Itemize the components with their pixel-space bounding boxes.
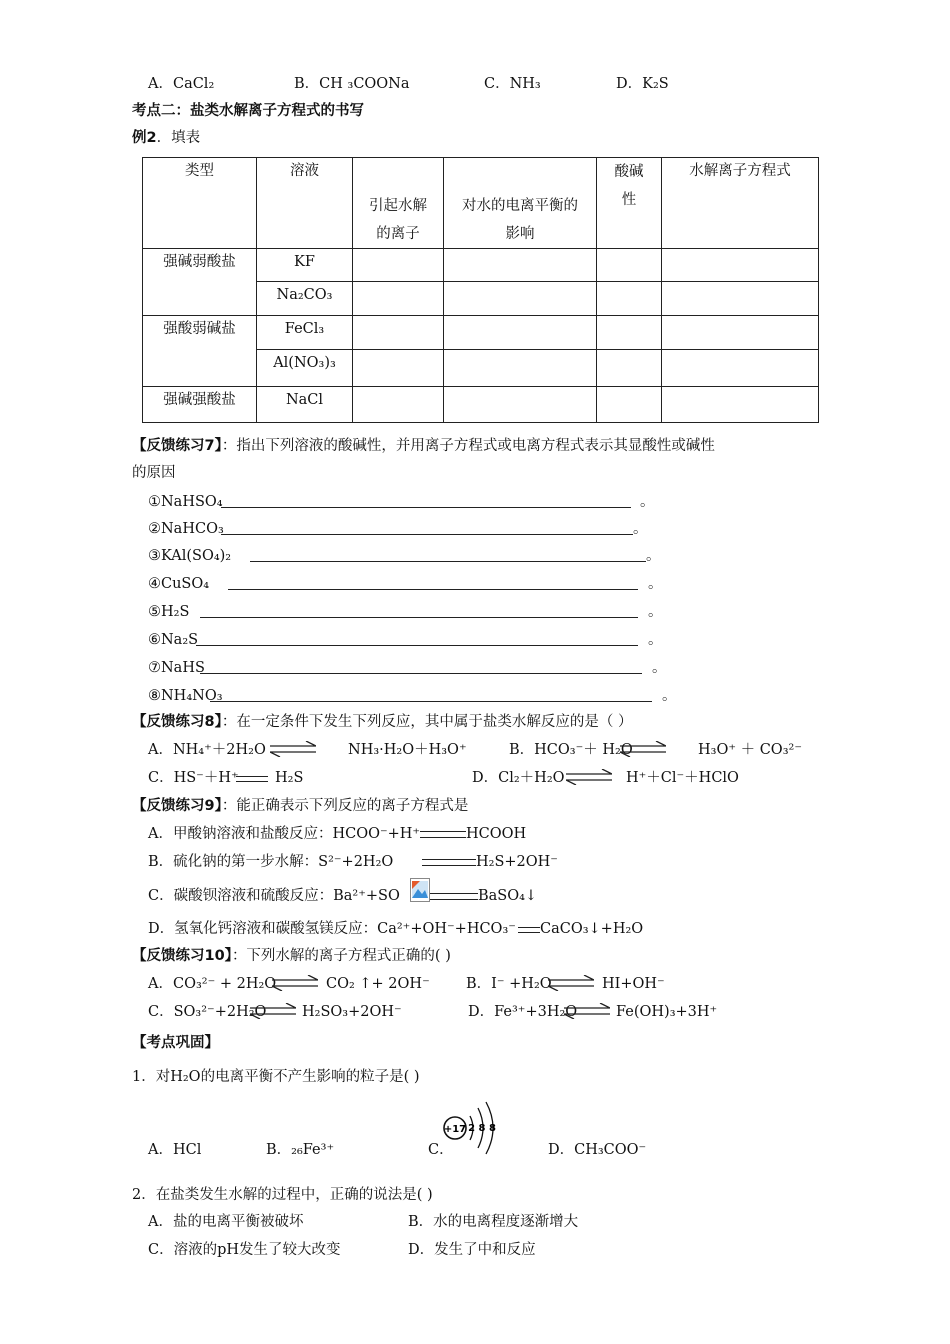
fb7-end-7: 。: [652, 660, 667, 676]
fb7-heading: [132, 437, 715, 455]
header-ion: [353, 158, 444, 249]
header-ion-line1: 引起水解: [369, 198, 427, 214]
section2-title: 考点二：盐类水解离子方程式的书写: [132, 103, 364, 119]
fb7-end-5: 。: [648, 604, 663, 620]
header-effect: [444, 158, 597, 249]
fb8-b-left: B．HCO₃⁻＋ H₂O: [509, 742, 633, 758]
equals-sign-icon: [518, 927, 540, 933]
fb9-heading: [132, 797, 468, 815]
fb10-a-left: A．CO₃²⁻ + 2H₂O: [148, 976, 277, 992]
consolidate-title: 【考点巩固】: [132, 1035, 219, 1051]
option-a: A．CaCl₂: [148, 76, 215, 92]
fb7-item-7: ⑦NaHS: [148, 660, 205, 676]
fb10-c-right: H₂SO₃+2OH⁻: [302, 1004, 402, 1020]
row-solution-kf: KF: [257, 249, 353, 282]
atom-nucleus-label: +17: [443, 1124, 467, 1135]
fb8-d-left: D．Cl₂＋H₂O: [472, 770, 565, 786]
fb9-c-left: C．碳酸钡溶液和硫酸反应：Ba²⁺+SO: [148, 888, 400, 904]
fb9-b-left: B．硫化钠的第一步水解：S²⁻+2H₂O: [148, 854, 394, 870]
fb7-item-2: ②NaHCO₃: [148, 521, 224, 537]
q1-stem: 1．对H₂O的电离平衡不产生影响的粒子是( ): [132, 1069, 420, 1085]
fb7-end-1: 。: [640, 494, 655, 510]
fb9-c-right: BaSO₄↓: [478, 888, 538, 904]
header-type: 类型: [143, 158, 257, 249]
fb8-text: ：在一定条件下发生下列反应，其中属于盐类水解反应的是（ ）: [221, 714, 633, 730]
q1-option-d: D．CH₃COO⁻: [548, 1142, 647, 1158]
equilibrium-arrow-icon: [564, 1003, 610, 1019]
fb8-d-right: H⁺＋Cl⁻＋HClO: [626, 770, 739, 786]
fb7-end-2: 。: [633, 521, 648, 537]
fb7-text: ：指出下列溶液的酸碱性，并用离子方程式或电离方程式表示其显酸性或碱性: [221, 438, 715, 454]
option-b: B．CH ₃COONa: [294, 76, 410, 92]
equilibrium-arrow-icon: [270, 741, 316, 757]
fb9-title: 【反馈练习9】: [132, 798, 222, 814]
fb9-a-right: HCOOH: [466, 826, 527, 842]
fb7-end-3: 。: [646, 548, 661, 564]
fb10-d-right: Fe(OH)₃+3H⁺: [616, 1004, 718, 1020]
header-acidity: [597, 158, 662, 249]
answer-line-4: [228, 589, 638, 590]
equals-sign-icon: [420, 831, 466, 838]
fb9-b-right: H₂S+2OH⁻: [476, 854, 558, 870]
q1-option-c: C．: [428, 1142, 454, 1158]
equals-sign-icon: [422, 859, 476, 866]
equilibrium-arrow-icon: [250, 1003, 296, 1019]
equals-sign-icon: [236, 776, 268, 782]
answer-line-7: [200, 673, 642, 674]
fb8-c-right: H₂S: [275, 770, 304, 786]
fb7-item-1: ①NaHSO₄: [148, 494, 223, 510]
row-solution-na2co3: Na₂CO₃: [257, 282, 353, 316]
fb7-item-4: ④CuSO₄: [148, 576, 210, 592]
option-d: D．K₂S: [616, 76, 669, 92]
fb8-heading: [132, 713, 632, 731]
fb8-a-right: NH₃·H₂O＋H₃O⁺: [348, 742, 467, 758]
answer-line-6: [196, 645, 638, 646]
atom-structure-icon: [440, 1092, 510, 1162]
equilibrium-arrow-icon: [548, 975, 594, 991]
q2-option-b: B．水的电离程度逐渐增大: [408, 1214, 579, 1230]
atom-shells-label: 2 8 8: [468, 1123, 496, 1134]
fb7-item-8: ⑧NH₄NO₃: [148, 688, 223, 704]
row-solution-fecl3: FeCl₃: [257, 316, 353, 350]
equilibrium-arrow-icon: [566, 769, 612, 785]
fb8-c-left: C．HS⁻＋H⁺: [148, 770, 239, 786]
header-acidity-line1: 酸碱: [614, 164, 644, 180]
equilibrium-arrow-icon: [620, 741, 666, 757]
row-solution-alno3: Al(NO₃)₃: [257, 350, 353, 387]
fb7-end-4: 。: [648, 576, 663, 592]
answer-line-3: [250, 561, 646, 562]
fill-table: [142, 157, 819, 423]
fb7-end-8: 。: [662, 688, 677, 704]
answer-line-2: [221, 534, 633, 535]
fb9-text: ：能正确表示下列反应的离子方程式是: [221, 798, 469, 814]
answer-line-1: [221, 507, 631, 508]
broken-image-icon: [410, 878, 430, 902]
fb7-text2: 的原因: [132, 465, 176, 481]
header-ion-line2: 的离子: [376, 226, 420, 242]
example2-label: 例2．填表: [132, 130, 201, 146]
fb10-b-left: B．I⁻ +H₂O: [466, 976, 552, 992]
row-type-3: 强碱强酸盐: [143, 387, 257, 423]
fb9-a-left: A．甲酸钠溶液和盐酸反应：HCOO⁻+H⁺: [148, 826, 421, 842]
header-effect-line1: 对水的电离平衡的: [462, 198, 578, 214]
fb9-d-right: CaCO₃↓+H₂O: [540, 921, 644, 937]
fb10-c-left: C．SO₃²⁻+2H₂O: [148, 1004, 267, 1020]
header-solution: 溶液: [257, 158, 353, 249]
header-acidity-line2: 性: [621, 192, 637, 208]
q2-option-a: A．盐的电离平衡被破坏: [148, 1214, 304, 1230]
q2-option-c: C．溶液的pH发生了较大改变: [148, 1242, 341, 1258]
fb10-title: 【反馈练习10】: [132, 948, 232, 964]
fb7-end-6: 。: [648, 632, 663, 648]
row-solution-nacl: NaCl: [257, 387, 353, 423]
q1-option-a: A．HCl: [148, 1142, 202, 1158]
fb8-title: 【反馈练习8】: [132, 714, 222, 730]
row-type-1: 强碱弱酸盐: [143, 249, 257, 316]
fb10-a-right: CO₂ ↑+ 2OH⁻: [326, 976, 430, 992]
equals-sign-icon: [430, 893, 478, 900]
fb9-d-left: D．氢氧化钙溶液和碳酸氢镁反应：Ca²⁺+OH⁻+HCO₃⁻: [148, 921, 516, 937]
fb7-item-3: ③KAl(SO₄)₂: [148, 548, 232, 564]
q1-option-b: B．₂₆Fe³⁺: [266, 1142, 335, 1158]
fb7-item-5: ⑤H₂S: [148, 604, 190, 620]
fb7-title: 【反馈练习7】: [132, 438, 222, 454]
fb10-d-left: D．Fe³⁺+3H₂O: [468, 1004, 578, 1020]
header-effect-line2: 影响: [505, 226, 535, 242]
option-c: C．NH₃: [484, 76, 541, 92]
row-type-2: 强酸弱碱盐: [143, 316, 257, 387]
header-equation: 水解离子方程式: [662, 158, 819, 249]
fb10-heading: [132, 947, 451, 965]
answer-line-8: [210, 701, 652, 702]
equilibrium-arrow-icon: [272, 975, 318, 991]
q2-option-d: D．发生了中和反应: [408, 1242, 536, 1258]
q2-stem: 2．在盐类发生水解的过程中，正确的说法是( ): [132, 1187, 433, 1203]
fb7-item-6: ⑥Na₂S: [148, 632, 199, 648]
fb8-a-left: A．NH₄⁺＋2H₂O: [148, 742, 266, 758]
fb10-b-right: HI+OH⁻: [602, 976, 665, 992]
answer-line-5: [200, 617, 638, 618]
fb10-text: ：下列水解的离子方程式正确的( ): [231, 948, 451, 964]
fb8-b-right: H₃O⁺ ＋ CO₃²⁻: [698, 742, 802, 758]
